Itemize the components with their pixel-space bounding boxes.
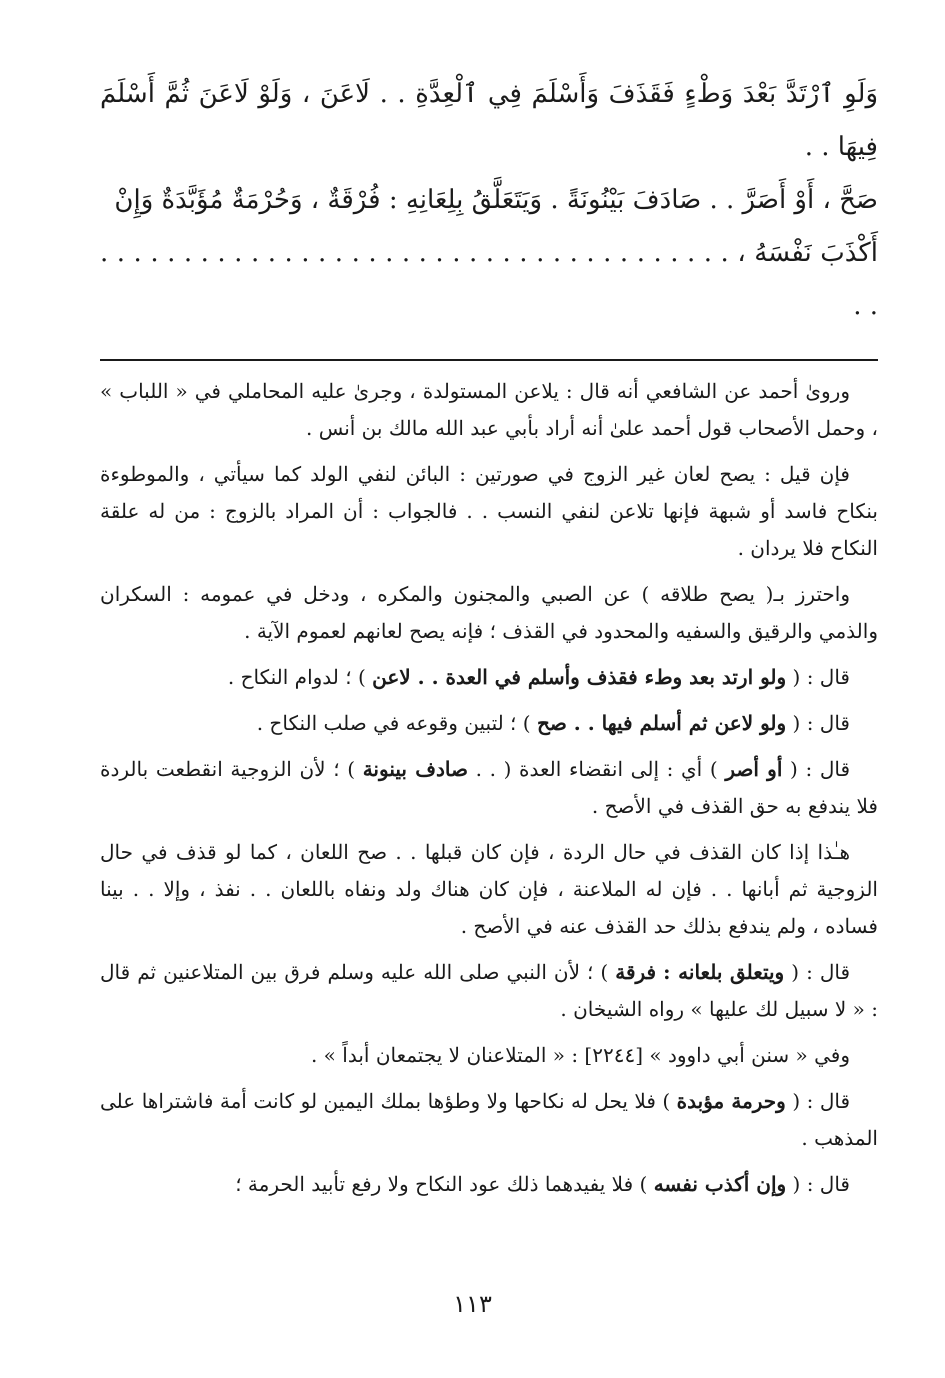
quote-open: قال : ( [791, 960, 851, 984]
matn-quote: ويتعلق بلعانه : [663, 960, 785, 984]
quote-open: قال : ( [790, 757, 851, 781]
matn-line-2: صَحَّ ، أَوْ أَصَرَّ . . صَادَفَ بَيْنُونَةً . وَيَتَعَلَّقُ بِلِعَانِهِ : فُرْقَةٌ ، وَحُرْمَةٌ مُؤَبَّدَةٌ وَإِنْ [114, 185, 878, 215]
footnote-divider [100, 359, 878, 361]
matn-text [100, 68, 878, 333]
matn-quote: ولو ارتد بعد وطء فقذف وأسلم في العدة . . لاعن [372, 665, 787, 689]
commentary-paragraph: واحترز بـ( يصح طلاقه ) عن الصبي والمجنون والمكره ، ودخل في عمومه : السكران والذمي والرقيق والسفيه والمحدود في القذف ؛ فإنه يصح لعانهم لعموم الآية . [100, 582, 878, 643]
quote-close: ) ؛ لدوام النكاح . [227, 665, 366, 689]
commentary-paragraph [100, 659, 878, 696]
matn-line-1: وَلَوِ ٱرْتَدَّ بَعْدَ وَطْءٍ فَقَذَفَ وَأَسْلَمَ فِي ٱلْعِدَّةِ . . لَاعَنَ ، وَلَوْ لَاعَنَ ثُمَّ أَسْلَمَ فِيهَا . . [100, 79, 878, 162]
quote-close: ) ؛ لتبين وقوعه في صلب النكاح . [256, 711, 531, 735]
commentary-paragraph: فإن قيل : يصح لعان غير الزوج في صورتين : البائن لنفي الولد كما سيأتي ، والموطوءة بنكاح فاسد أو شبهة فإنها تلاعن لنفي النسب . . فالجواب : أن المراد بالزوج : من له علقة النكاح فلا يردان . [100, 462, 878, 560]
matn-quote: ولو لاعن ثم أسلم فيها . . صح [536, 711, 787, 735]
quote-open: قال : ( [792, 1172, 850, 1196]
quote-open: قال : ( [792, 1089, 851, 1113]
matn-quote: وحرمة مؤبدة [676, 1089, 786, 1113]
commentary-paragraph [100, 1083, 878, 1157]
quote-close: ) فلا يحل له نكاحها ولا وطؤها بملك اليمين لو كانت أمة فاشتراها على المذهب . [100, 1089, 878, 1150]
commentary-inline: ) أي : إلى انقضاء العدة ( . . [475, 757, 718, 781]
commentary-paragraph: وفي « سنن أبي داوود » [٢٢٤٤] : « المتلاعنان لا يجتمعان أبداً » . [310, 1043, 850, 1067]
commentary-paragraph: هـٰذا إذا كان القذف في حال الردة ، فإن كان قبلها . . صح اللعان ، كما لو قذف في حال الزوجية ثم أبانها . . فإن له الملاعنة ، فإن كان هناك ولد ونفاه باللعان . . نفذ ، وإلا . . بينا فساده ، ولم يندفع بذلك حد القذف عنه في الأصح . [100, 840, 878, 938]
quote-open: قال : ( [792, 711, 850, 735]
matn-quote: وإن أكذب نفسه [653, 1172, 787, 1196]
page-number: ١١٣ [453, 1290, 492, 1318]
commentary-paragraph [100, 1166, 878, 1203]
commentary-paragraph [100, 954, 878, 1028]
page-body [100, 68, 878, 1212]
matn-quote: فرقة [615, 960, 657, 984]
matn-quote: صادف بينونة [362, 757, 468, 781]
quote-close: ) فلا يفيدهما ذلك عود النكاح ولا رفع تأبيد الحرمة ؛ [235, 1172, 648, 1196]
quote-close: ) ؛ لأن الزوجية انقطعت بالردة فلا يندفع به حق القذف في الأصح . [100, 757, 878, 818]
matn-quote: أو أصر [725, 757, 783, 781]
quote-close: ) ؛ لأن النبي صلى الله عليه وسلم فرق بين المتلاعنين ثم قال : « لا سبيل لك عليها » رواه الشيخان . [100, 960, 878, 1021]
quote-open: قال : ( [792, 665, 850, 689]
commentary-paragraph: ورویٰ أحمد عن الشافعي أنه قال : يلاعن المستولدة ، وجرىٰ عليه المحاملي في « اللباب » ، وحمل الأصحاب قول أحمد علىٰ أنه أراد بأبي عبد الله مالك بن أنس . [100, 379, 878, 440]
commentary-paragraph [100, 751, 878, 825]
commentary-text [100, 373, 878, 1203]
commentary-paragraph [100, 705, 878, 742]
matn-line-3: أَكْذَبَ نَفْسَهُ ، . . . . . . . . . . . . . . . . . . . . . . . . . . . . . . . . . . . . . . . . [100, 238, 878, 321]
